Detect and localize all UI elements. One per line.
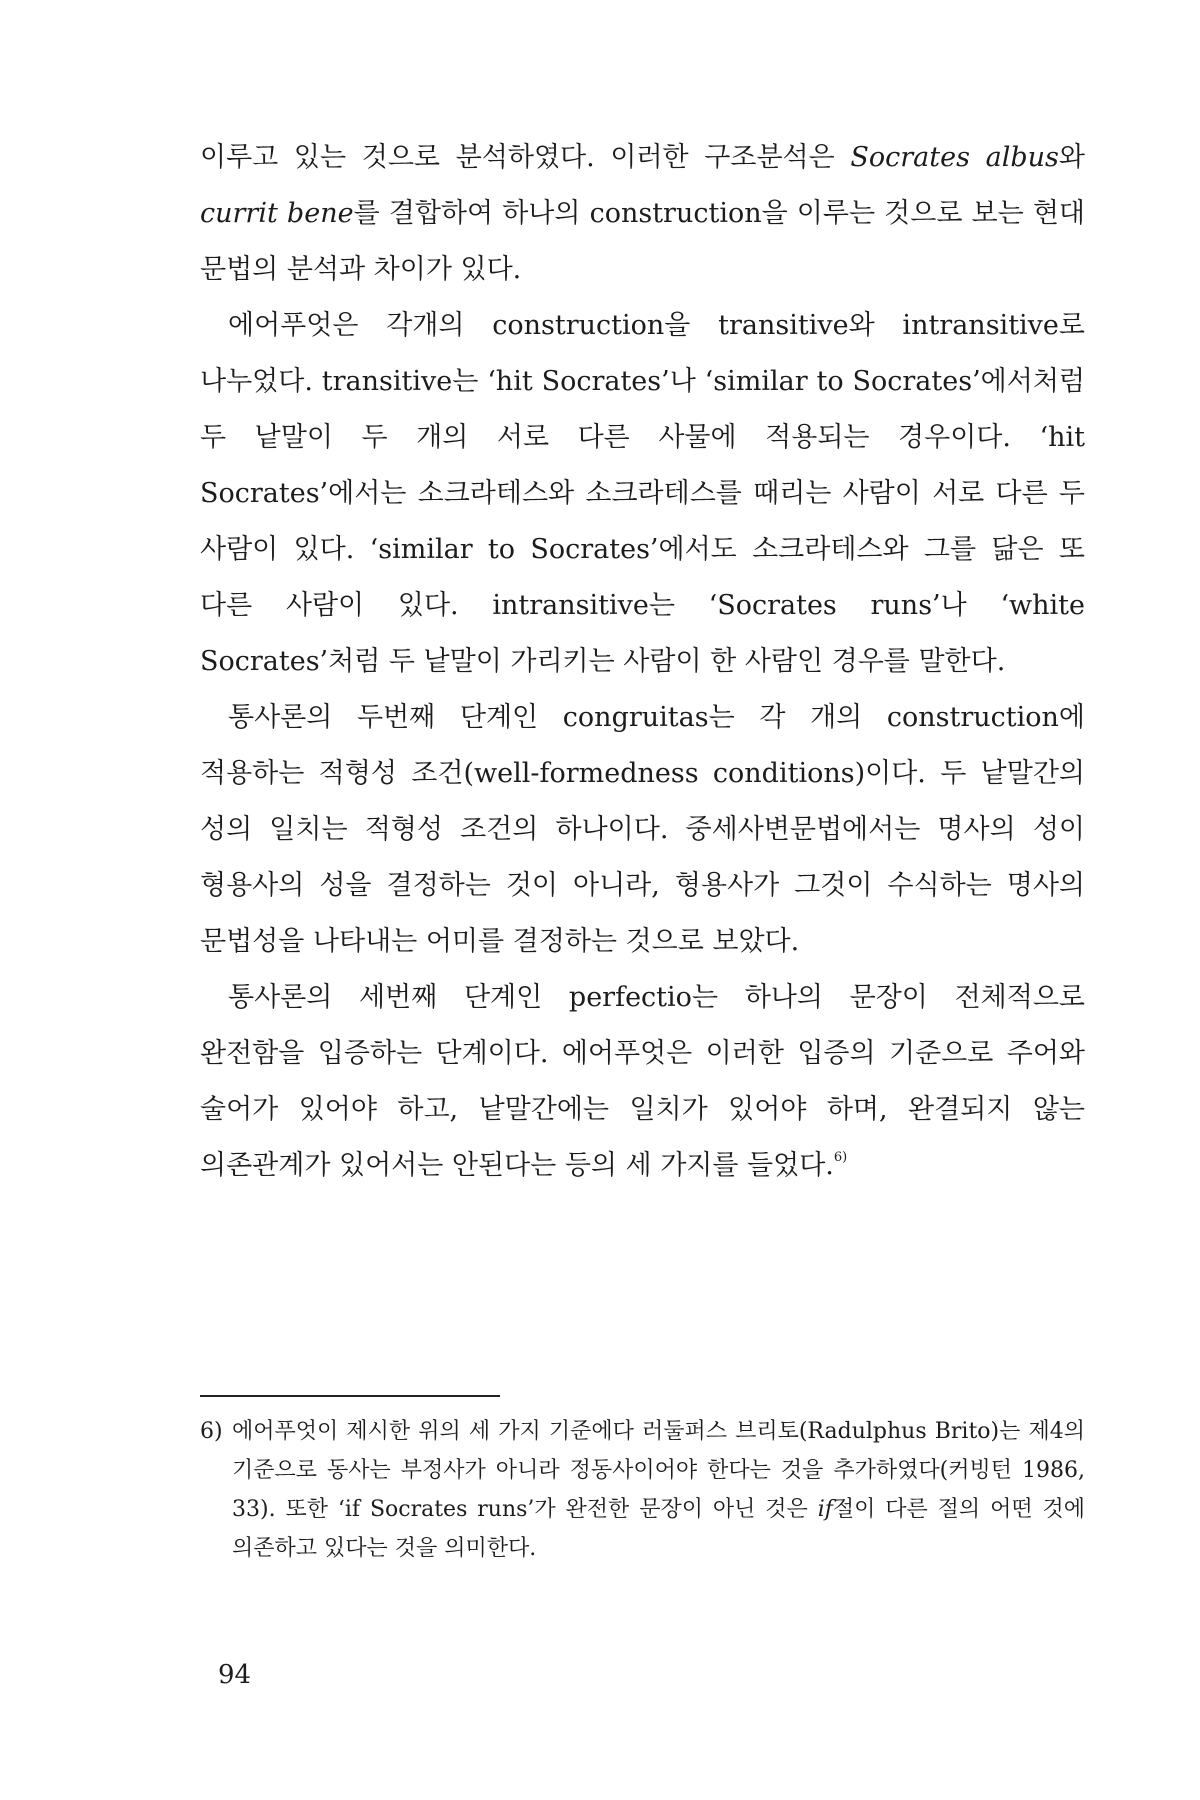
text-segment: 이루고 있는 것으로 분석하였다. 이러한 구조분석은 (200, 142, 851, 173)
text-segment: 에어푸엇이 제시한 위의 세 가지 기준에다 러둘퍼스 브리토(Radulphus Brito)는 제4의 기준으로 동사는 부정사가 아니라 정동사이어야 한다는 것을 추가하였다(커빙턴 1986, 33). 또한 ‘if Socrates runs’가 완전한 문장이 아닌 것은 (232, 1419, 1085, 1522)
paragraph-4 (200, 970, 1085, 1194)
text-segment: 절이 다른 절의 어떤 것에 의존하고 있다는 것을 의미한다. (232, 1497, 1085, 1561)
text-segment: 와 (1058, 142, 1085, 173)
paragraph-2 (200, 298, 1085, 690)
body-text (200, 130, 1085, 1194)
text-segment-italic: currit bene (200, 198, 354, 229)
footnote-text (232, 1412, 1085, 1568)
text-segment: 에어푸엇은 각개의 construction을 transitive와 intransitive로 나누었다. transitive는 ‘hit Socrates’나 ‘similar to Socrates’에서처럼 두 낱말이 두 개의 서로 다른 사물에 적용되는 경우이다. ‘hit Socrates’에서는 소크라테스와 소크라테스를 때리는 사람이 서로 다른 두 사람이 있다. ‘similar to Socrates’에서도 소크라테스와 그를 닮은 또 다른 사람이 있다. intransitive는 ‘Socrates runs’나 ‘white Socrates’처럼 두 낱말이 가리키는 사람이 한 사람인 경우를 말한다. (200, 310, 1085, 677)
footnote-divider (200, 1395, 500, 1397)
footnote-6 (200, 1412, 1085, 1568)
page-number: 94 (218, 1660, 252, 1690)
footnote-reference[interactable]: 6) (833, 1150, 848, 1165)
text-segment-italic: if (817, 1497, 833, 1522)
text-segment: 를 결합하여 하나의 construction을 이루는 것으로 보는 현대 문법의 분석과 차이가 있다. (200, 198, 1085, 285)
text-segment: 통사론의 세번째 단계인 perfectio는 하나의 문장이 전체적으로 완전함을 입증하는 단계이다. 에어푸엇은 이러한 입증의 기준으로 주어와 술어가 있어야 하고, 낱말간에는 일치가 있어야 하며, 완결되지 않는 의존관계가 있어서는 안된다는 등의 세 가지를 들었다. (200, 982, 1085, 1181)
text-segment-italic: Socrates albus (850, 142, 1059, 173)
footnote-mark: 6) (200, 1419, 223, 1444)
paragraph-3 (200, 690, 1085, 970)
text-segment: 통사론의 두번째 단계인 congruitas는 각 개의 construction에 적용하는 적형성 조건(well-formedness conditions)이다. 두 낱말간의 성의 일치는 적형성 조건의 하나이다. 중세사변문법에서는 명사의 성이 형용사의 성을 결정하는 것이 아니라, 형용사가 그것이 수식하는 명사의 문법성을 나타내는 어미를 결정하는 것으로 보았다. (200, 702, 1085, 957)
paragraph-1 (200, 130, 1085, 298)
footnotes (200, 1412, 1085, 1568)
